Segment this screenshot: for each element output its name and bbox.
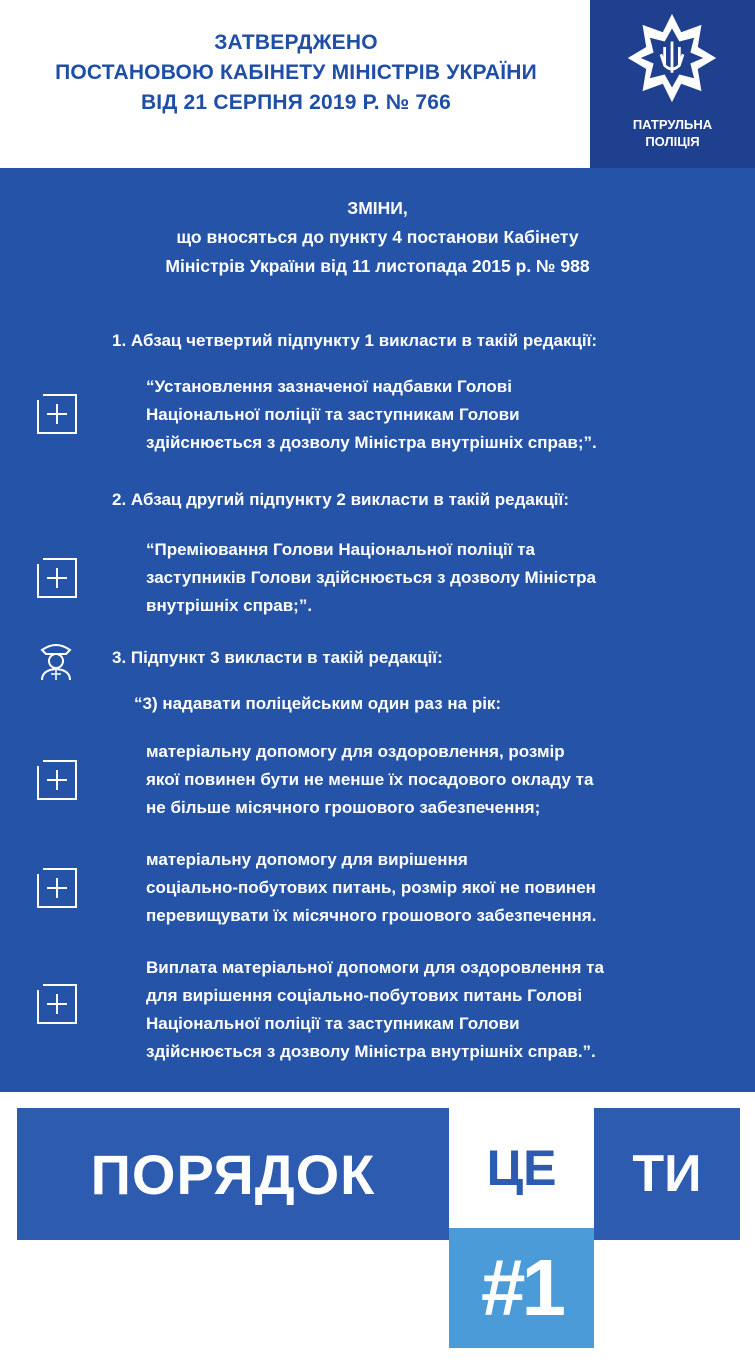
quote-line: Виплата матеріальної допомоги для оздоровлення та (146, 958, 604, 977)
header-line-1: ЗАТВЕРДЖЕНО (214, 31, 378, 54)
plus-icon (35, 758, 79, 802)
header-line-2: ПОСТАНОВОЮ КАБІНЕТУ МІНІСТРІВ УКРАЇНИ (55, 61, 537, 84)
patrol-police-logo (590, 0, 755, 168)
item-3-paragraph-2 (146, 846, 746, 930)
title-line-1: ЗМІНИ, (347, 198, 408, 218)
title-line-2: що вносяться до пункту 4 постанови Кабінету (176, 227, 579, 247)
item-3-paragraph-3 (146, 954, 746, 1066)
header-title (0, 28, 592, 118)
quote-line: для вирішення соціально-побутових питань Голові (146, 986, 583, 1005)
quote-line: Національної поліції та заступникам Голови (146, 405, 520, 424)
slogan-word-1-block (17, 1108, 449, 1240)
slogan-footer (0, 1092, 755, 1362)
title-line-3: Міністрів України від 11 листопада 2015 р. № 988 (165, 256, 590, 276)
header (0, 0, 755, 168)
logo-caption (590, 116, 755, 150)
police-officer-icon (36, 638, 76, 682)
slogan-word-2: ЦЕ (486, 1140, 557, 1196)
logo-line-2: ПОЛІЦІЯ (645, 134, 700, 149)
slogan-word-3-block (594, 1108, 740, 1240)
item-3-subheading: “3) надавати поліцейським один раз на рік: (134, 694, 502, 713)
item-2-heading: 2. Абзац другий підпункту 2 викласти в такій редакції: (112, 490, 569, 509)
quote-line: “Преміювання Голови Національної поліції та (146, 540, 535, 559)
slogan-word-3: ТИ (632, 1145, 702, 1203)
logo-line-1: ПАТРУЛЬНА (632, 117, 713, 132)
quote-line: якої повинен бути не менше їх посадового окладу та (146, 770, 594, 789)
quote-line: здійснюється з дозволу Міністра внутрішніх справ.”. (146, 1042, 596, 1061)
badge-text: #1 (481, 1243, 562, 1332)
quote-line: матеріальну допомогу для вирішення (146, 850, 468, 869)
plus-icon (35, 982, 79, 1026)
item-3-heading: 3. Підпункт 3 викласти в такій редакції: (112, 648, 443, 667)
slogan-word-1: ПОРЯДОК (90, 1142, 376, 1206)
quote-line: перевищувати їх місячного грошового забезпечення. (146, 906, 597, 925)
quote-line: здійснюється з дозволу Міністра внутрішніх справ;”. (146, 433, 597, 452)
header-line-3: ВІД 21 СЕРПНЯ 2019 Р. № 766 (140, 91, 452, 114)
police-star-trident-icon (626, 12, 718, 104)
quote-line: матеріальну допомогу для оздоровлення, розмір (146, 742, 565, 761)
quote-line: внутрішніх справ;”. (146, 596, 313, 615)
quote-line: заступників Голови здійснюється з дозволу Міністра (146, 568, 596, 587)
changes-panel (0, 168, 755, 1092)
quote-line: соціально-побутових питань, розмір якої не повинен (146, 878, 596, 897)
quote-line: не більше місячного грошового забезпечення; (146, 798, 541, 817)
item-1-heading: 1. Абзац четвертий підпункту 1 викласти в такій редакції: (112, 331, 598, 350)
changes-title (0, 194, 755, 281)
quote-line: Національної поліції та заступникам Голови (146, 1014, 520, 1033)
item-1-quote (146, 373, 746, 457)
number-one-badge (449, 1228, 594, 1348)
plus-icon (35, 866, 79, 910)
quote-line: “Установлення зазначеної надбавки Голові (146, 377, 512, 396)
item-3-paragraph-1 (146, 738, 746, 822)
item-2-quote (146, 536, 746, 620)
plus-icon (35, 392, 79, 436)
plus-icon (35, 556, 79, 600)
